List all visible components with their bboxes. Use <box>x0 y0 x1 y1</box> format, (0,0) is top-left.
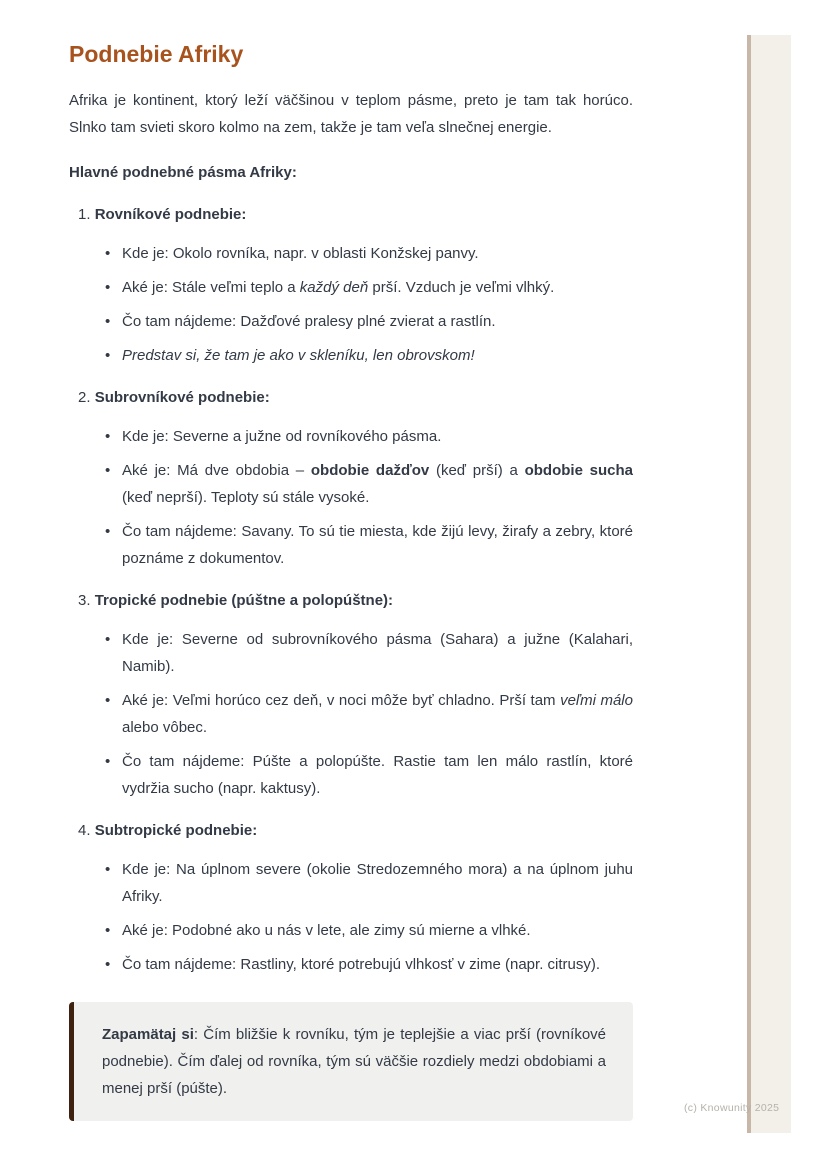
list-item <box>69 748 633 802</box>
text-segment: Aké je: Veľmi horúco cez deň, v noci môže byť chladno. Prší tam <box>122 692 561 709</box>
watermark: (c) Knowunity 2025 <box>684 1102 780 1114</box>
text-segment: (keď prší) a <box>429 462 525 479</box>
text-segment: Aké je: Podobné ako u nás v lete, ale zimy sú mierne a vlhké. <box>122 922 531 939</box>
list-item <box>69 626 633 680</box>
section-heading-2 <box>69 384 633 411</box>
list-item <box>69 274 633 301</box>
document-content <box>69 0 633 1121</box>
section-list-heading: Hlavné podnebné pásma Afriky: <box>69 164 297 181</box>
section-bullet-list <box>69 626 633 802</box>
text-segment: Čo tam nájdeme: Dažďové pralesy plné zvierat a rastlín. <box>122 313 496 330</box>
section-number: 4. <box>78 822 91 839</box>
list-item <box>69 856 633 910</box>
text-segment: Predstav si, že tam je ako v skleníku, len obrovskom! <box>122 347 475 364</box>
text-segment: alebo vôbec. <box>122 719 208 736</box>
callout-box <box>69 1002 633 1121</box>
text-segment: Aké je: Stále veľmi teplo a <box>122 279 300 296</box>
section-title: Rovníkové podnebie: <box>94 206 247 223</box>
section-heading-4 <box>69 817 633 844</box>
callout-text <box>102 1021 606 1102</box>
list-item <box>69 518 633 572</box>
list-item <box>69 457 633 511</box>
text-segment: Kde je: Severne od subrovníkového pásma (Sahara) a južne (Kalahari, Namib). <box>122 631 633 675</box>
section-title: Tropické podnebie (púštne a polopúštne): <box>94 592 394 609</box>
climate-sections <box>69 201 633 978</box>
page-edge-strip <box>747 35 791 1133</box>
section-bullet-list <box>69 423 633 572</box>
text-segment: Kde je: Na úplnom severe (okolie Stredozemného mora) a na úplnom juhu Afriky. <box>122 861 633 905</box>
text-segment: Čo tam nájdeme: Rastliny, ktoré potrebujú vlhkosť v zime (napr. citrusy). <box>122 956 601 973</box>
section-heading-3 <box>69 587 633 614</box>
section-title: Subrovníkové podnebie: <box>94 389 270 406</box>
text-segment: veľmi málo <box>560 692 633 709</box>
text-segment: Kde je: Severne a južne od rovníkového pásma. <box>122 428 442 445</box>
section-number: 2. <box>78 389 91 406</box>
text-segment: obdobie dažďov <box>310 462 430 479</box>
text-segment: Zapamätaj si <box>102 1026 194 1043</box>
text-segment: Čo tam nájdeme: Púšte a polopúšte. Rastie tam len málo rastlín, ktoré vydržia sucho (napr. kaktusy). <box>122 753 633 797</box>
list-item <box>69 342 633 369</box>
list-item <box>69 240 633 267</box>
section-bullet-list <box>69 856 633 978</box>
list-item <box>69 951 633 978</box>
list-item <box>69 308 633 335</box>
page-title: Podnebie Afriky <box>69 41 244 67</box>
text-segment: obdobie sucha <box>524 462 634 479</box>
list-item <box>69 917 633 944</box>
text-segment: : Čím bližšie k rovníku, tým je teplejšie a viac prší (rovníkové podnebie). Čím ďalej od rovníka, tým sú väčšie rozdiely medzi obdobiami a menej prší (púšte). <box>102 1026 606 1097</box>
text-segment: (keď neprší). Teploty sú stále vysoké. <box>122 489 370 506</box>
section-number: 3. <box>78 592 91 609</box>
text-segment: Čo tam nájdeme: Savany. To sú tie miesta, kde žijú levy, žirafy a zebry, ktoré poznáme z dokumentov. <box>122 523 633 567</box>
list-item <box>69 423 633 450</box>
section-heading-1 <box>69 201 633 228</box>
text-segment: Aké je: Má dve obdobia – <box>122 462 311 479</box>
text-segment: každý deň <box>299 279 369 296</box>
text-segment: Kde je: Okolo rovníka, napr. v oblasti Konžskej panvy. <box>122 245 479 262</box>
section-bullet-list <box>69 240 633 369</box>
section-number: 1. <box>78 206 91 223</box>
section-title: Subtropické podnebie: <box>94 822 258 839</box>
list-item <box>69 687 633 741</box>
text-segment: prší. Vzduch je veľmi vlhký. <box>368 279 555 296</box>
intro-paragraph: Afrika je kontinent, ktorý leží väčšinou v teplom pásme, preto je tam tak horúco. Slnko tam svieti skoro kolmo na zem, takže je tam veľa slnečnej energie. <box>69 92 633 136</box>
